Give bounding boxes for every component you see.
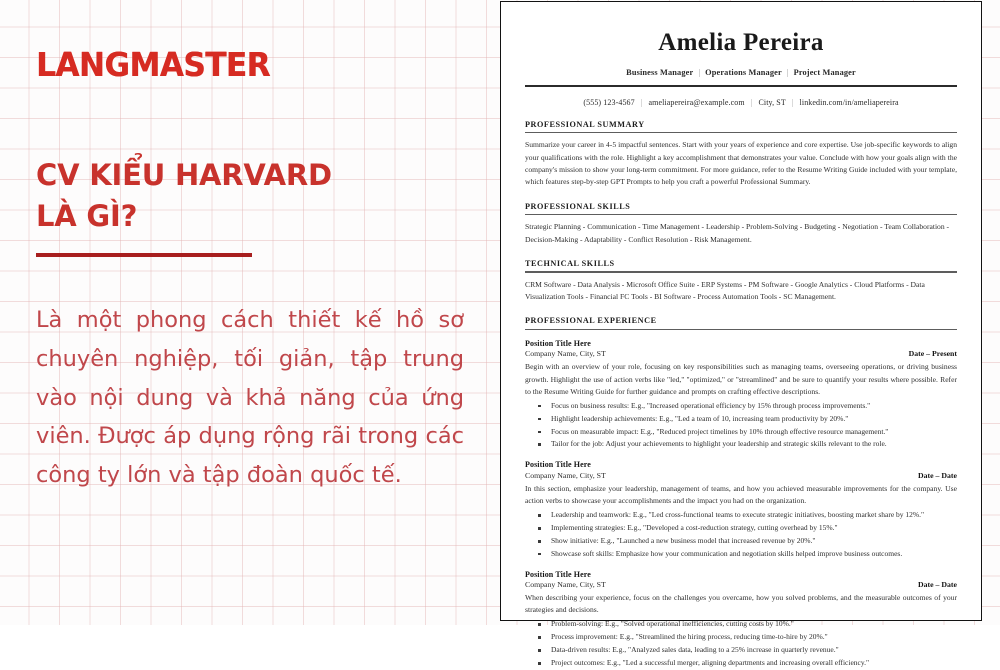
title-block [36,155,464,257]
langmaster-logo: LANGMASTER [36,45,270,84]
job-description: When describing your experience, focus on the challenges you overcame, how you solved problems, and the measurable outcomes of your strategies and decisions. [525,593,957,615]
contact-location: City, ST [758,97,786,107]
job-meta [525,580,957,589]
experience-entry [525,339,957,451]
page-title-line-2: LÀ GÌ? [36,199,138,234]
left-content-panel [0,0,500,625]
job-bullet-list [525,509,957,561]
job-bullet: Implementing strategies: E.g., "Developed a cost-reduction strategy, cutting overhead by 15%." [551,522,957,535]
job-title: Position Title Here [525,338,591,348]
job-bullet: Problem-solving: E.g., "Solved operational inefficiencies, cutting costs by 10%." [551,618,957,631]
section-professional-skills [525,202,957,246]
job-bullet: Focus on business results: E.g., "Increased operational efficiency by 15% through process improvements." [551,400,957,413]
header-divider-rule [525,85,957,87]
job-dates: Date – Date [918,470,957,480]
role-separator-0: | [698,67,701,77]
lead-paragraph: Là một phong cách thiết kế hồ sơ chuyên nghiệp, tối giản, tập trung vào nội dung và khả năng của ứng viên. Được áp dụng rộng rãi trong các công ty lớn và tập đoàn quốc tế. [36,307,464,489]
section-rule-summary [525,132,957,133]
job-bullet: Show initiative: E.g., "Launched a new business model that increased revenue by 20%." [551,535,957,548]
page-title [36,155,464,237]
job-company: Company Name, City, ST [525,349,606,359]
resume-contact-line [525,98,957,107]
resume-document [500,1,982,668]
job-bullet-list [525,618,957,670]
contact-separator-0: | [640,97,643,107]
job-title: Position Title Here [525,569,591,579]
section-rule-technical-skills [525,271,957,272]
summary-body-text: Summarize your career in 4-5 impactful sentences. Start with your years of experience and core expertise. Use job-specific keywords to align your qualifications with the role. Highlight a key accomplishment that demonstrates your value. Conclude with how your goals align with the company's mission to show your long-term commitment. For more guidance, refer to the Resume Writing Guide included with your template, which features step-by-step GPT Prompts to help you craft a powerful Professional Summary. [525,140,957,187]
job-bullet: Data-driven results: E.g., "Analyzed sales data, leading to a 25% increase in quarterly revenue." [551,644,957,657]
job-dates: Date – Date [918,580,957,590]
contact-phone: (555) 123-4567 [583,97,635,107]
experience-entry [525,570,957,670]
resume-role-2: Project Manager [793,67,856,77]
job-dates: Date – Present [908,349,957,359]
professional-skills-body-text: Strategic Planning - Communication - Time Management - Leadership - Problem-Solving - Budgeting - Negotiation - Team Collaboration - Decision-Making - Adaptability - Conflict Resolution - Risk Management. [525,222,950,244]
contact-separator-1: | [750,97,753,107]
resume-role-list [525,68,957,77]
section-heading-technical-skills: TECHNICAL SKILLS [525,258,615,268]
job-bullet: Project outcomes: E.g., "Led a successful merger, aligning departments and increasing overall efficiency." [551,657,957,670]
contact-email: ameliapereira@example.com [648,97,745,107]
section-technical-skills [525,259,957,303]
job-bullet: Leadership and teamwork: E.g., "Led cross-functional teams to execute strategic initiatives, boosting market share by 12%." [551,509,957,522]
section-heading-experience: PROFESSIONAL EXPERIENCE [525,316,657,326]
resume-role-1: Operations Manager [705,67,782,77]
job-bullet: Focus on measurable impact: E.g., "Reduced project timelines by 10% through effective resource management." [551,426,957,439]
job-bullet-list [525,400,957,452]
title-underline-rule [36,253,252,257]
job-bullet: Tailor for the job: Adjust your achievements to highlight your leadership and strategic skills relevant to the role. [551,438,957,451]
experience-entry [525,460,957,560]
role-separator-1: | [786,67,789,77]
job-company: Company Name, City, ST [525,470,606,480]
section-professional-summary [525,120,957,189]
job-bullet: Process improvement: E.g., "Streamlined the hiring process, reducing time-to-hire by 20%." [551,631,957,644]
section-rule-professional-skills [525,214,957,215]
section-professional-experience [525,316,957,670]
section-heading-summary: PROFESSIONAL SUMMARY [525,119,645,129]
page-title-line-1: CV KIỂU HARVARD [36,158,332,192]
section-heading-professional-skills: PROFESSIONAL SKILLS [525,201,631,211]
technical-skills-body-text: CRM Software - Data Analysis - Microsoft Office Suite - ERP Systems - PM Software - Google Analytics - Cloud Platforms - Data Visualization Tools - Financial FC Tools - BI Software - Process Automation Tools - SC Management. [525,279,925,301]
job-bullet: Showcase soft skills: Emphasize how your communication and negotiation skills helped improve business outcomes. [551,548,957,561]
job-meta [525,471,957,480]
contact-separator-2: | [791,97,794,107]
section-rule-experience [525,329,957,330]
job-description: Begin with an overview of your role, focusing on key responsibilities such as managing teams, overseeing operations, or driving business growth. Highlight the use of action verbs like "led," "optimized," or "streamlined" and be sure to quantify your results where possible. Refer to the Resume Writing Guide for further guidance and prompts on crafting effective descriptions. [525,362,957,396]
job-company: Company Name, City, ST [525,580,606,590]
resume-candidate-name: Amelia Pereira [658,29,824,56]
contact-linkedin: linkedin.com/in/ameliapereira [799,97,899,107]
job-title: Position Title Here [525,460,591,470]
resume-role-0: Business Manager [626,67,694,77]
job-bullet: Highlight leadership achievements: E.g., "Led a team of 10, increasing team productivity by 20%." [551,413,957,426]
job-description: In this section, emphasize your leadership, management of teams, and how you achieved measurable improvements for the company. Use action verbs to showcase your accomplishments and the impact you had on the organization. [525,483,957,505]
job-meta [525,349,957,358]
